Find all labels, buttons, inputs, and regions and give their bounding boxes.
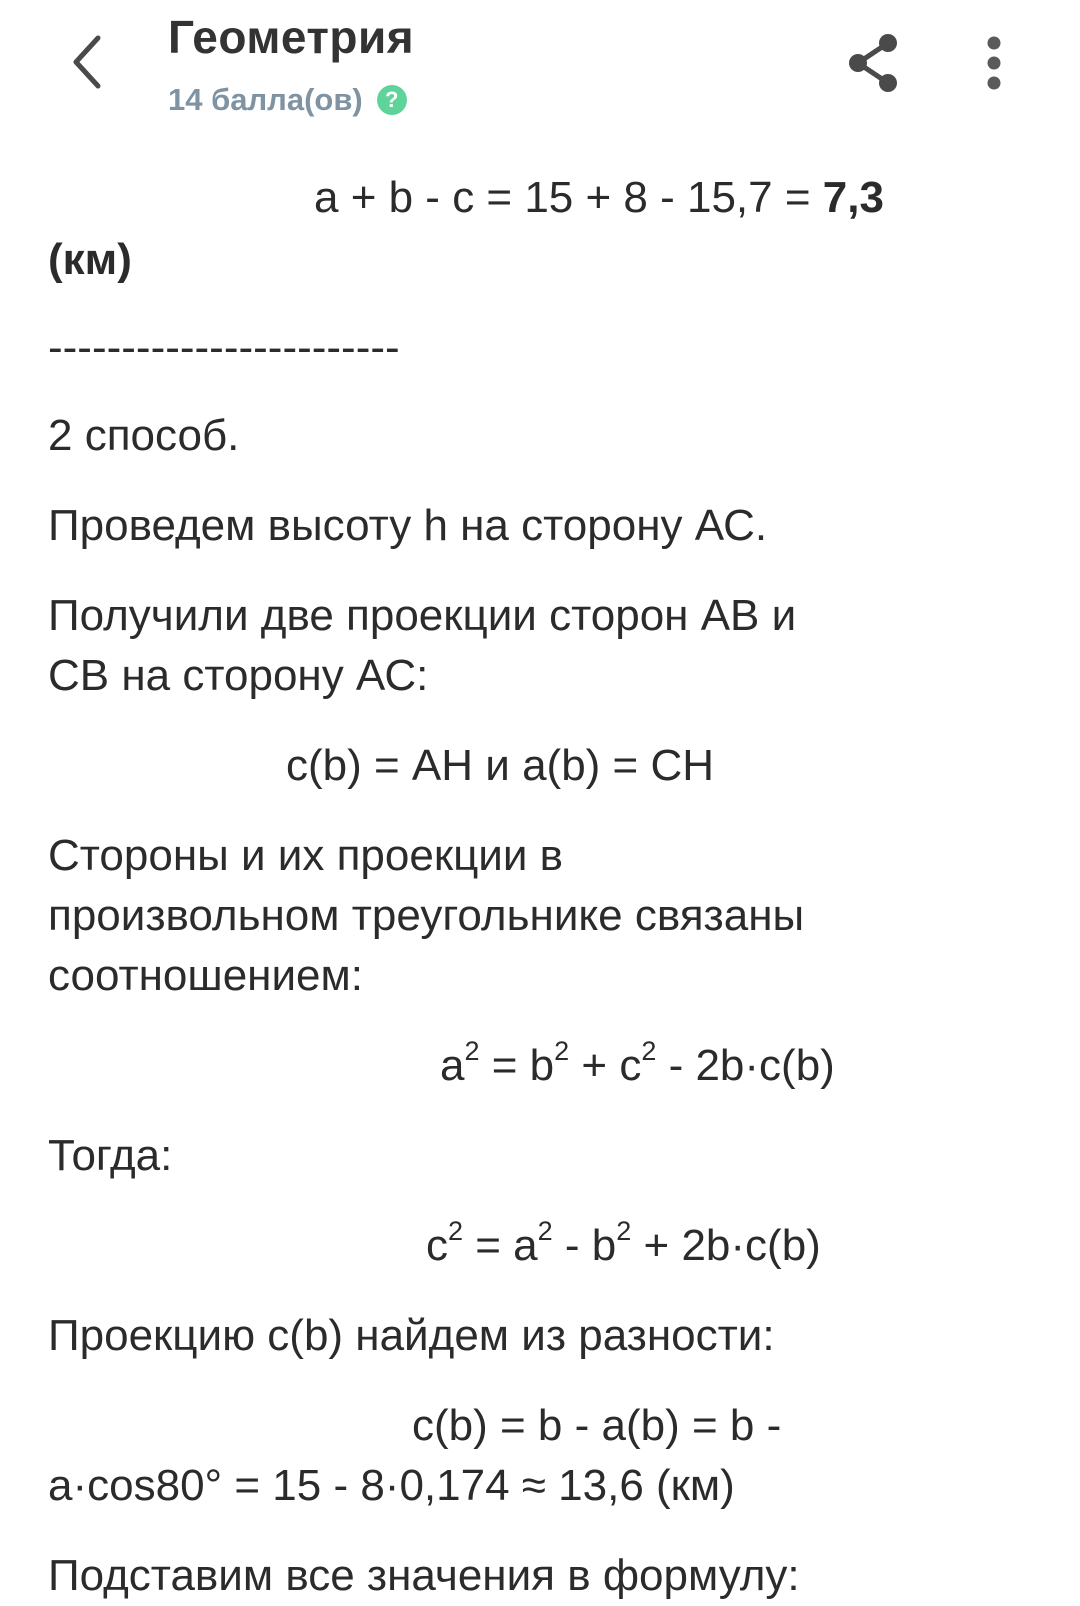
points-row — [168, 80, 407, 120]
formula-cosine-relation — [440, 1036, 835, 1096]
help-circle-icon[interactable]: ? — [377, 85, 407, 115]
back-button[interactable] — [56, 30, 116, 94]
formula-projection-line1: c(b) = b - a(b) = b - — [412, 1401, 782, 1450]
more-options-button[interactable] — [966, 32, 1022, 94]
formula-unit — [48, 230, 132, 290]
step-projections-line2: СВ на сторону АС: — [48, 651, 429, 700]
share-icon — [843, 31, 903, 95]
formula-result: 7,3 — [822, 173, 884, 222]
formula-perimeter-diff — [314, 168, 884, 228]
exponent: 2 — [554, 1036, 570, 1067]
step-projections-line1: Получили две проекции сторон АВ и — [48, 591, 797, 640]
top-app-bar — [0, 0, 1080, 140]
subject-title: Геометрия — [168, 11, 415, 63]
exponent: 2 — [448, 1216, 464, 1247]
formula-c-squared — [426, 1216, 821, 1276]
formula-term: a — [440, 1041, 465, 1090]
formula-term: + c — [569, 1041, 642, 1090]
formula-term: = b — [479, 1041, 555, 1090]
step-relation-line2: произвольном треугольнике связаны — [48, 891, 805, 940]
formula-term: + 2b·c(b) — [631, 1221, 821, 1270]
step-projection-difference: Проекцию c(b) найдем из разности: — [48, 1311, 775, 1360]
exponent: 2 — [616, 1216, 632, 1247]
formula-unit-text: (км) — [48, 235, 132, 284]
formula-term: - 2b·c(b) — [656, 1041, 835, 1090]
share-button[interactable] — [840, 30, 906, 96]
exponent: 2 — [537, 1216, 553, 1247]
formula-projections: c(b) = АН и a(b) = СН — [286, 741, 715, 790]
formula-projection-line2: a·cos80° = 15 - 8·0,174 ≈ 13,6 (км) — [48, 1461, 735, 1510]
formula-term: c — [426, 1221, 448, 1270]
chevron-left-icon — [66, 32, 106, 92]
step-relation-line1: Стороны и их проекции в — [48, 831, 564, 880]
points-label: 14 балла(ов) — [168, 82, 363, 117]
method-label: 2 способ. — [48, 411, 240, 460]
formula-term: - b — [552, 1221, 617, 1270]
separator: ------------------------ — [48, 323, 400, 372]
step-altitude: Проведем высоту h на сторону АС. — [48, 501, 768, 550]
then-label: Тогда: — [48, 1131, 173, 1180]
more-vertical-icon — [984, 35, 1004, 91]
step-relation-line3: соотношением: — [48, 951, 363, 1000]
formula-text: a + b - c = 15 + 8 - 15,7 = — [314, 173, 823, 222]
exponent: 2 — [464, 1036, 480, 1067]
formula-term: = a — [463, 1221, 538, 1270]
exponent: 2 — [641, 1036, 657, 1067]
step-substitute-partial: Подставим все значения в формулу: — [48, 1551, 800, 1600]
